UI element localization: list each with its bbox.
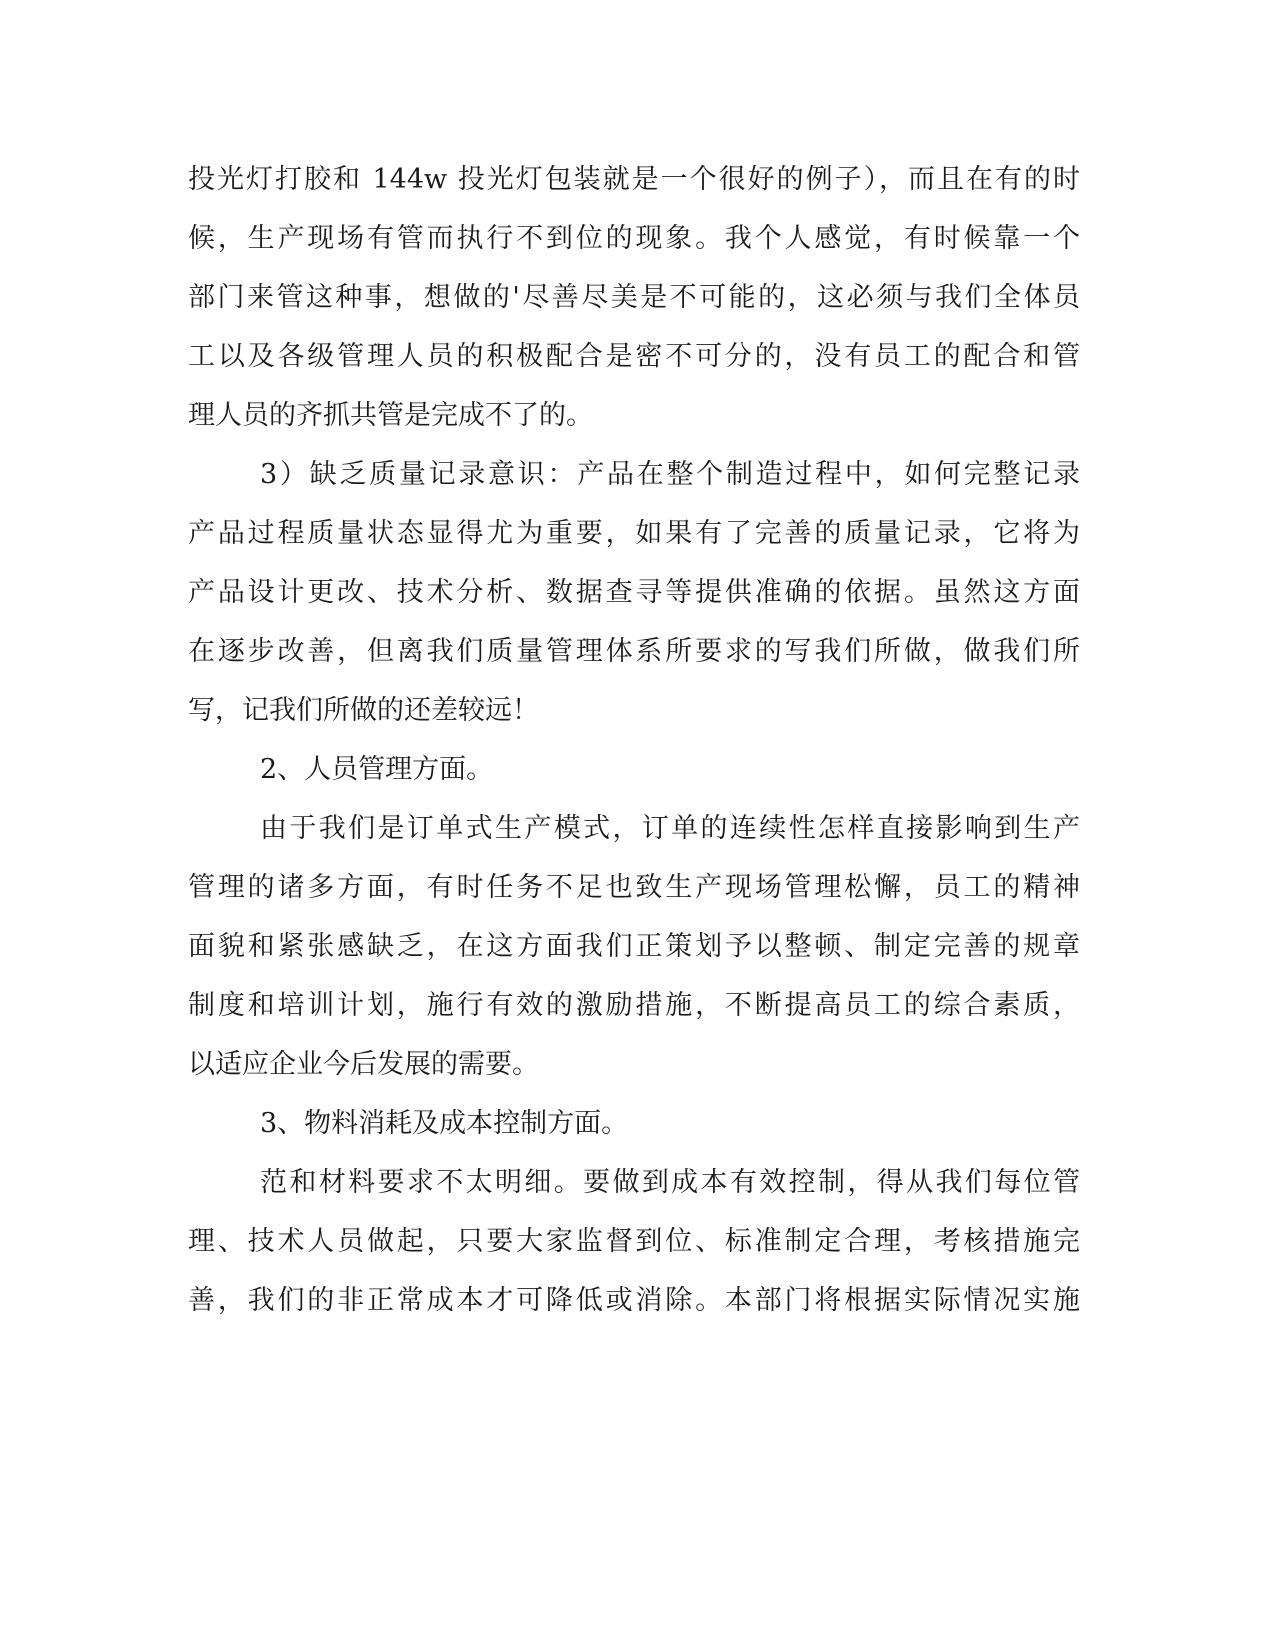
text-line: 以适应企业今后发展的需要。 bbox=[188, 1049, 539, 1080]
text-line: 在逐步改善，但离我们质量管理体系所要求的写我们所做，做我们所 bbox=[188, 636, 1080, 667]
text-line: 制度和培训计划，施行有效的激励措施，不断提高员工的综合素质， bbox=[188, 990, 1080, 1021]
text-line: 部门来管这种事，想做的'尽善尽美是不可能的，这必须与我们全体员 bbox=[188, 282, 1080, 313]
text-line: 产品设计更改、技术分析、数据查寻等提供准确的依据。虽然这方面 bbox=[188, 577, 1080, 608]
section-heading: 2、人员管理方面。 bbox=[260, 754, 494, 785]
text-line: 候，生产现场有管而执行不到位的现象。我个人感觉，有时候靠一个 bbox=[188, 223, 1080, 254]
text-line: 产品过程质量状态显得尤为重要，如果有了完善的质量记录，它将为 bbox=[188, 518, 1080, 549]
text-line: 面貌和紧张感缺乏，在这方面我们正策划予以整顿、制定完善的规章 bbox=[188, 931, 1080, 962]
text-line: 善，我们的非正常成本才可降低或消除。本部门将根据实际情况实施 bbox=[188, 1285, 1080, 1316]
text-line: 管理的诸多方面，有时任务不足也致生产现场管理松懈，员工的精神 bbox=[188, 872, 1080, 903]
text-line: 范和材料要求不太明细。要做到成本有效控制，得从我们每位管 bbox=[260, 1167, 1080, 1198]
text-line: 3）缺乏质量记录意识：产品在整个制造过程中，如何完整记录 bbox=[260, 459, 1080, 490]
text-line: 理人员的齐抓共管是完成不了的。 bbox=[188, 400, 593, 431]
text-line: 由于我们是订单式生产模式，订单的连续性怎样直接影响到生产 bbox=[260, 813, 1080, 844]
section-heading: 3、物料消耗及成本控制方面。 bbox=[260, 1108, 629, 1139]
text-line: 写，记我们所做的还差较远！ bbox=[188, 695, 539, 726]
text-line: 理、技术人员做起，只要大家监督到位、标准制定合理，考核措施完 bbox=[188, 1226, 1080, 1257]
text-line: 工以及各级管理人员的积极配合是密不可分的，没有员工的配合和管 bbox=[188, 341, 1080, 372]
text-line: 投光灯打胶和 144w 投光灯包装就是一个很好的例子），而且在有的时 bbox=[188, 164, 1080, 195]
